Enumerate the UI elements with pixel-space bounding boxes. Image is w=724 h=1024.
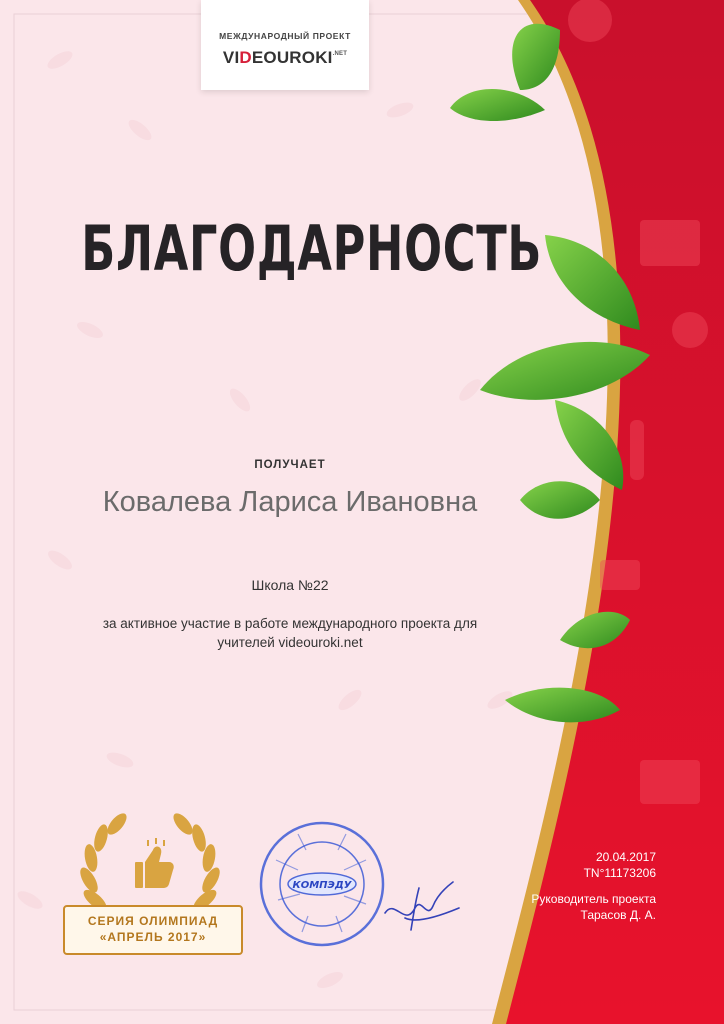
certificate-number: ТN°11173206	[583, 866, 656, 880]
signer-name: Тарасов Д. А.	[580, 908, 656, 922]
badge-period-label: «АПРЕЛЬ 2017»	[99, 930, 207, 944]
thumbs-up-icon	[135, 838, 174, 888]
recipient-name: Ковалева Лариса Ивановна	[102, 486, 478, 518]
certificate-title: БЛАГОДАРНОСТЬ	[81, 212, 543, 285]
signer-role: Руководитель проекта	[531, 892, 656, 906]
olympiad-badge	[55, 810, 245, 960]
signature	[375, 868, 465, 938]
project-header-tab	[201, 0, 369, 90]
videouroki-logo: $VIDEOUROKI^{.NET}$	[222, 48, 348, 67]
project-label: МЕЖДУНАРОДНЫЙ ПРОЕКТ	[219, 31, 351, 41]
school-name: Школа №22	[251, 577, 329, 593]
company-stamp	[258, 820, 386, 948]
award-reason	[70, 614, 510, 652]
badge-series-label: СЕРИЯ ОЛИМПИАД	[87, 914, 219, 928]
reason-line-1: за активное участие в работе международного проекта для	[102, 616, 478, 631]
badge-ribbon	[63, 905, 243, 955]
reason-line-2: учителей videouroki.net	[217, 635, 363, 650]
receives-label: ПОЛУЧАЕТ	[254, 459, 326, 471]
issue-date: 20.04.2017	[595, 850, 656, 864]
svg-text:КОМПЭДУ: КОМПЭДУ	[292, 880, 352, 891]
